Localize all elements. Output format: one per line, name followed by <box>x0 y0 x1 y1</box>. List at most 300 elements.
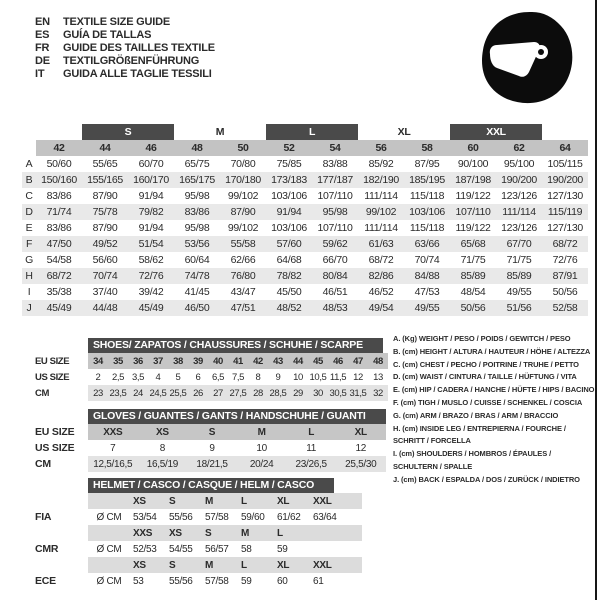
measurement-cell: 61/63 <box>358 236 404 252</box>
measurement-cell: 107/110 <box>317 222 353 234</box>
measurement-cell: 47/51 <box>220 300 266 316</box>
measurement-cell: 115/119 <box>542 204 588 220</box>
measurement-cell: 46/50 <box>174 300 220 316</box>
measurement-cell: 107/110 <box>450 204 496 220</box>
helmet-size-cell: L <box>274 525 310 541</box>
measurement-cell: 119/122 <box>455 222 491 234</box>
measurement-cell: 105/115 <box>547 158 583 170</box>
measurement-cell: 83/86 <box>174 204 220 220</box>
shoes-value-cell: 48 <box>368 353 388 369</box>
measurement-cell: 91/94 <box>266 204 312 220</box>
gloves-value-cell: 20/24 <box>237 456 287 472</box>
measurement-cell: 46/52 <box>368 286 394 298</box>
measurement-cell: 53/56 <box>174 236 220 252</box>
measurement-cell: 70/74 <box>82 268 128 284</box>
legend-line: E. (cm) HIP / CADERA / HANCHE / HÜFTE / HIPS / BACINO <box>393 385 595 395</box>
row-label: CM <box>35 458 51 470</box>
measurement-cell: 160/170 <box>128 172 174 188</box>
size-group-M: M <box>215 126 225 138</box>
helmet-band-cell <box>88 493 130 509</box>
measurement-cell: 127/130 <box>547 190 583 202</box>
measurement-cell: 70/80 <box>230 158 256 170</box>
legend-line: A. (Kg) WEIGHT / PESO / POIDS / GEWITCH / PESO <box>393 334 571 343</box>
measurement-cell: 155/165 <box>82 172 128 188</box>
measurement-cell: 85/89 <box>450 268 496 284</box>
measurement-row-D <box>22 204 588 220</box>
measurement-cell: 64/68 <box>276 254 302 266</box>
measurement-cell: 87/90 <box>220 204 266 220</box>
language-text: GUÍA DE TALLAS <box>63 29 152 41</box>
measurement-cell: 80/84 <box>312 268 358 284</box>
helmet-value-cell: 63/64 <box>313 511 337 523</box>
shoes-value-cell: 11,5 <box>329 371 347 383</box>
gloves-value-cell: 12 <box>355 442 367 454</box>
measurement-cell: 54/58 <box>46 254 72 266</box>
measurement-legend <box>393 333 593 487</box>
measurement-cell: 49/55 <box>404 300 450 316</box>
helmet-size-cell: XL <box>274 493 310 509</box>
measurement-cell: 103/106 <box>271 222 307 234</box>
measurement-cell: 87/90 <box>92 190 118 202</box>
helmet-value-row-fia <box>22 509 362 525</box>
measurement-row-C <box>22 188 588 204</box>
measurement-cell: 51/54 <box>128 236 174 252</box>
measurement-cell: 65/68 <box>450 236 496 252</box>
gloves-value-cell: 25,5/30 <box>336 456 386 472</box>
size-group-S: S <box>82 124 174 140</box>
shoes-value-cell: 36 <box>128 353 148 369</box>
helmet-value-cell: 59 <box>241 575 252 587</box>
gloves-value-cell: 9 <box>209 442 215 454</box>
gloves-value-cell: 16,5/19 <box>138 456 188 472</box>
helmet-value-cell: 52/53 <box>133 543 157 555</box>
gloves-header-row <box>22 408 386 424</box>
measurement-cell: 190/200 <box>496 172 542 188</box>
spacer-cell <box>22 525 88 541</box>
measurement-cell: 55/65 <box>92 158 118 170</box>
row-label: US SIZE <box>35 442 75 454</box>
helmet-size-cell: S <box>202 525 238 541</box>
row-letter: F <box>22 236 36 252</box>
helmet-size-table <box>22 477 362 589</box>
gloves-value-cell: 23/26,5 <box>286 456 336 472</box>
measurement-cell: 85/89 <box>496 268 542 284</box>
measurement-cell: 177/187 <box>312 172 358 188</box>
size-group-row <box>22 124 588 140</box>
language-line <box>35 68 215 81</box>
measurement-cell: 182/190 <box>358 172 404 188</box>
measurement-cell: 190/200 <box>542 172 588 188</box>
helmet-size-row-cmr <box>22 525 362 541</box>
page-right-rule <box>595 0 597 600</box>
gloves-value-cell: XS <box>138 424 188 440</box>
shoes-value-cell: 27 <box>208 385 228 401</box>
measurement-row-H <box>22 268 588 284</box>
measurement-cell: 111/114 <box>364 190 398 202</box>
shoes-value-cell: 10 <box>293 371 303 383</box>
shoes-value-cell: 12 <box>353 371 363 383</box>
measurement-cell: 70/74 <box>414 254 440 266</box>
shoes-value-cell: 8 <box>255 371 261 383</box>
language-text: GUIDE DES TAILLES TEXTILE <box>63 42 215 54</box>
legend-line: C. (cm) CHEST / PECHO / POITRINE / TRUHE / PETTO <box>393 359 579 369</box>
measurement-cell: 43/47 <box>230 286 256 298</box>
measurement-cell: 59/62 <box>312 236 358 252</box>
helmet-value-cell: 56/57 <box>205 543 229 555</box>
measurement-cell: 87/95 <box>414 158 440 170</box>
shoes-value-cell: 23 <box>88 385 108 401</box>
helmet-value-cell: 58 <box>241 543 252 555</box>
gloves-row-eu-size <box>22 424 386 440</box>
helmet-size-cell: S <box>166 557 202 573</box>
spacer-cell <box>22 493 88 509</box>
measurement-cell: 68/72 <box>368 254 394 266</box>
helmet-size-row-ece <box>22 557 362 573</box>
size-group-empty <box>542 124 588 140</box>
measurement-cell: 111/114 <box>364 222 398 234</box>
row-letter: H <box>22 268 36 284</box>
row-letter: A <box>25 158 33 170</box>
measurement-cell: 60/64 <box>184 254 210 266</box>
measurement-row-A <box>22 156 588 172</box>
helmet-size-cell: XXS <box>130 525 166 541</box>
measurement-cell: 50/56 <box>552 286 578 298</box>
measurement-cell: 103/106 <box>404 204 450 220</box>
shoes-value-cell: 28,5 <box>268 385 288 401</box>
measurement-cell: 170/180 <box>220 172 266 188</box>
shoes-row-eu-size <box>22 353 388 369</box>
measurement-cell: 115/118 <box>409 222 445 234</box>
language-header <box>35 16 215 81</box>
gloves-row-us-size <box>22 440 386 456</box>
measurement-cell: 107/110 <box>317 190 353 202</box>
measurement-cell: 115/118 <box>409 190 445 202</box>
row-label: EU SIZE <box>35 426 75 438</box>
shoes-value-cell: 5 <box>175 371 181 383</box>
shoes-value-cell: 46 <box>328 353 348 369</box>
size-header-cell: 54 <box>312 140 358 156</box>
racing-helmet-icon <box>477 10 578 106</box>
shoes-row-us-size <box>22 369 388 385</box>
shoes-value-cell: 47 <box>348 353 368 369</box>
measurement-cell: 74/78 <box>174 268 220 284</box>
shoes-value-cell: 6 <box>195 371 201 383</box>
gloves-value-cell: 18/21,5 <box>187 456 237 472</box>
size-header-cell: 62 <box>496 140 542 156</box>
shoes-value-cell: 2,5 <box>111 371 124 383</box>
measurement-cell: 49/55 <box>506 286 532 298</box>
measurement-cell: 72/76 <box>128 268 174 284</box>
shoes-title-cell <box>88 337 388 353</box>
size-group-XL: XL <box>397 126 411 138</box>
measurement-cell: 83/88 <box>322 158 348 170</box>
helmet-size-cell: M <box>202 493 238 509</box>
measurement-cell: 99/102 <box>227 190 259 202</box>
shoes-value-cell: 27,5 <box>228 385 248 401</box>
measurement-cell: 48/52 <box>266 300 312 316</box>
measurement-cell: 78/82 <box>266 268 312 284</box>
measurement-cell: 63/66 <box>404 236 450 252</box>
helmet-value-cell: 53/54 <box>133 511 157 523</box>
shoes-value-cell: 29 <box>288 385 308 401</box>
measurement-cell: 75/85 <box>276 158 302 170</box>
shoes-value-cell: 7,5 <box>231 371 244 383</box>
helmet-size-cell: M <box>202 557 238 573</box>
shoes-header-row <box>22 337 388 353</box>
standard-label: FIA <box>35 511 52 523</box>
legend-line: SCHULTERN / SPALLE <box>393 461 473 471</box>
helmet-size-cell: XS <box>130 493 166 509</box>
shoes-value-cell: 10,5 <box>309 371 327 383</box>
measurement-cell: 71/75 <box>506 254 532 266</box>
size-group-empty <box>22 124 36 140</box>
language-code: DE <box>35 55 50 67</box>
measurement-cell: 111/114 <box>496 204 542 220</box>
gloves-value-cell: XXS <box>88 424 138 440</box>
language-code: EN <box>35 16 50 28</box>
gloves-value-cell: 11 <box>306 442 317 454</box>
size-header-cell: 64 <box>542 140 588 156</box>
helmet-value-cell: 57/58 <box>205 511 229 523</box>
shoes-value-cell: 44 <box>288 353 308 369</box>
measurement-row-I <box>22 284 588 300</box>
size-group-L: L <box>266 124 358 140</box>
measurement-cell: 67/70 <box>496 236 542 252</box>
measurement-cell: 165/175 <box>174 172 220 188</box>
measurement-cell: 99/102 <box>227 222 259 234</box>
measurement-cell: 71/74 <box>36 204 82 220</box>
gloves-size-table <box>22 408 386 472</box>
measurement-cell: 119/122 <box>455 190 491 202</box>
measurement-cell: 91/94 <box>138 222 164 234</box>
shoes-value-cell: 30 <box>308 385 328 401</box>
measurement-cell: 75/78 <box>82 204 128 220</box>
gloves-value-cell: L <box>286 424 336 440</box>
helmet-size-cell: XXL <box>310 493 362 509</box>
shoes-value-cell: 13 <box>373 371 383 383</box>
measurement-cell: 185/195 <box>404 172 450 188</box>
measurement-cell: 72/76 <box>552 254 578 266</box>
helmet-size-cell: L <box>238 557 274 573</box>
gloves-row-cm <box>22 456 386 472</box>
measurement-cell: 52/58 <box>542 300 588 316</box>
measurement-cell: 187/198 <box>450 172 496 188</box>
measurement-row-G <box>22 252 588 268</box>
helmet-size-cell: L <box>238 493 274 509</box>
size-header-cell: 60 <box>450 140 496 156</box>
shoes-value-cell: 28 <box>248 385 268 401</box>
helmet-value-cell: 57/58 <box>205 575 229 587</box>
helmet-value-cell: 55/56 <box>169 575 193 587</box>
shoes-value-cell: 9 <box>275 371 281 383</box>
size-header-cell: 56 <box>358 140 404 156</box>
measurement-cell: 95/98 <box>184 190 210 202</box>
measurement-cell: 45/49 <box>36 300 82 316</box>
measurement-cell: 68/72 <box>36 268 82 284</box>
legend-line: B. (cm) HEIGHT / ALTURA / HAUTEUR / HÖHE / ALTEZZA <box>393 346 591 356</box>
measurement-cell: 35/38 <box>46 286 72 298</box>
measurement-cell: 95/100 <box>503 158 535 170</box>
measurement-cell: 48/53 <box>312 300 358 316</box>
shoes-value-cell: 41 <box>228 353 248 369</box>
measurement-cell: 62/66 <box>230 254 256 266</box>
gloves-value-cell: M <box>237 424 287 440</box>
language-code: ES <box>35 29 50 41</box>
shoes-value-cell: 42 <box>248 353 268 369</box>
helmet-value-cell: 61/62 <box>277 511 301 523</box>
measurement-cell: 51/56 <box>496 300 542 316</box>
measurement-cell: 99/102 <box>358 204 404 220</box>
standard-label: ECE <box>35 575 56 587</box>
measurement-cell: 83/86 <box>46 222 72 234</box>
legend-line: G. (cm) ARM / BRAZO / BRAS / ARM / BRACCIO <box>393 410 559 420</box>
shoes-value-cell: 23,5 <box>108 385 128 401</box>
shoes-value-cell: 25,5 <box>168 385 188 401</box>
measurement-cell: 56/60 <box>92 254 118 266</box>
measurement-cell: 50/60 <box>46 158 72 170</box>
measurement-row-F <box>22 236 588 252</box>
measurement-cell: 127/130 <box>547 222 583 234</box>
helmet-size-cell: XS <box>166 525 202 541</box>
legend-line: SCHRITT / FORCELLA <box>393 436 471 446</box>
helmet-size-cell <box>310 525 362 541</box>
shoes-value-cell: 6,5 <box>211 371 224 383</box>
helmet-value-cell: 61 <box>313 575 324 587</box>
helmet-value-row-ece <box>22 573 362 589</box>
measurement-cell: 83/86 <box>46 190 72 202</box>
measurement-cell: 55/58 <box>220 236 266 252</box>
measurement-cell: 84/88 <box>404 268 450 284</box>
measurement-cell: 58/62 <box>138 254 164 266</box>
language-text: GUIDA ALLE TAGLIE TESSILI <box>63 68 212 80</box>
language-code: IT <box>35 68 45 80</box>
language-line <box>35 42 215 55</box>
shoes-value-cell: 43 <box>268 353 288 369</box>
size-header-cell: 48 <box>174 140 220 156</box>
measurement-cell: 49/52 <box>82 236 128 252</box>
measurement-cell: 41/45 <box>184 286 210 298</box>
diameter-unit-cell: Ø CM <box>96 543 122 555</box>
helmet-size-cell: XL <box>274 557 310 573</box>
measurement-cell: 85/92 <box>368 158 394 170</box>
measurement-cell: 76/80 <box>220 268 266 284</box>
measurement-cell: 47/50 <box>36 236 82 252</box>
garment-size-table <box>22 124 588 316</box>
measurement-cell: 123/126 <box>501 190 537 202</box>
size-header-cell: 42 <box>36 140 82 156</box>
gloves-value-cell: 12,5/16,5 <box>88 456 138 472</box>
measurement-cell: 37/40 <box>92 286 118 298</box>
size-header-cell: 46 <box>128 140 174 156</box>
legend-line: H. (cm) INSIDE LEG / ENTREPIERNA / FOURCHE / <box>393 423 566 433</box>
helmet-value-cell: 60 <box>277 575 288 587</box>
shoes-value-cell: 30,5 <box>328 385 348 401</box>
spacer-cell <box>22 477 88 493</box>
gloves-value-cell: S <box>187 424 237 440</box>
row-label: CM <box>35 387 49 399</box>
helmet-size-cell: S <box>166 493 202 509</box>
measurement-row-E <box>22 220 588 236</box>
measurement-cell: 87/91 <box>542 268 588 284</box>
measurement-cell: 45/49 <box>128 300 174 316</box>
helmet-size-cell: M <box>238 525 274 541</box>
shoes-value-cell: 31,5 <box>348 385 368 401</box>
shoes-value-cell: 35 <box>108 353 128 369</box>
helmet-value-cell: 54/55 <box>169 543 193 555</box>
helmet-size-cell: XS <box>130 557 166 573</box>
measurement-cell: 87/90 <box>92 222 118 234</box>
measurement-cell: 103/106 <box>271 190 307 202</box>
helmet-band-cell <box>88 557 130 573</box>
gloves-title-cell <box>88 408 386 424</box>
language-line <box>35 16 215 29</box>
size-header-cell: 44 <box>82 140 128 156</box>
spacer-cell <box>22 408 88 424</box>
measurement-cell: 123/126 <box>501 222 537 234</box>
diameter-unit-cell: Ø CM <box>96 511 122 523</box>
measurement-row-J <box>22 300 588 316</box>
size-header-cell: 58 <box>404 140 450 156</box>
measurement-cell: 95/98 <box>312 204 358 220</box>
legend-line: D. (cm) WAIST / CINTURA / TAILLE / HÜFTUNG / VITA <box>393 372 577 382</box>
language-line <box>35 29 215 42</box>
helmet-size-row-fia <box>22 493 362 509</box>
measurement-cell: 48/54 <box>460 286 486 298</box>
row-letter: G <box>25 254 33 266</box>
shoes-value-cell: 3,5 <box>131 371 144 383</box>
measurement-cell: 71/75 <box>460 254 486 266</box>
shoes-value-cell: 2 <box>95 371 101 383</box>
size-header-cell: 52 <box>266 140 312 156</box>
measurement-cell: 95/98 <box>184 222 210 234</box>
measurement-cell: 46/51 <box>322 286 348 298</box>
measurement-row-B <box>22 172 588 188</box>
shoes-value-cell: 24,5 <box>148 385 168 401</box>
spacer-cell <box>22 337 88 353</box>
measurement-cell: 150/160 <box>36 172 82 188</box>
helmet-band-cell <box>88 525 130 541</box>
shoes-size-table <box>22 337 388 401</box>
row-letter: D <box>22 204 36 220</box>
row-letter: C <box>25 190 33 202</box>
helmet-header-row <box>22 477 362 493</box>
row-letter: E <box>25 222 33 234</box>
gloves-value-cell: 7 <box>110 442 116 454</box>
measurement-cell: 173/183 <box>266 172 312 188</box>
measurement-cell: 44/48 <box>82 300 128 316</box>
shoes-row-cm <box>22 385 388 401</box>
helmet-value-cell: 55/56 <box>169 511 193 523</box>
row-letter: J <box>22 300 36 316</box>
shoes-value-cell: 34 <box>88 353 108 369</box>
measurement-cell: 60/70 <box>138 158 164 170</box>
helmet-value-cell: 59 <box>277 543 288 555</box>
row-label: EU SIZE <box>35 355 70 367</box>
measurement-cell: 90/100 <box>457 158 489 170</box>
helmet-title-cell <box>88 477 362 493</box>
shoes-value-cell: 38 <box>168 353 188 369</box>
measurement-cell: 49/54 <box>358 300 404 316</box>
language-text: TEXTILE SIZE GUIDE <box>63 16 171 28</box>
language-code: FR <box>35 42 50 54</box>
language-text: TEXTILGRÖßENFÜHRUNG <box>63 55 200 67</box>
measurement-cell: 39/42 <box>138 286 164 298</box>
legend-line: F. (cm) TIGH / MUSLO / CUISSE / SCHENKEL / COSCIA <box>393 397 583 407</box>
gloves-value-cell: 8 <box>159 442 166 454</box>
measurement-cell: 65/75 <box>184 158 210 170</box>
shoes-value-cell: 32 <box>368 385 388 401</box>
spacer-cell <box>22 557 88 573</box>
